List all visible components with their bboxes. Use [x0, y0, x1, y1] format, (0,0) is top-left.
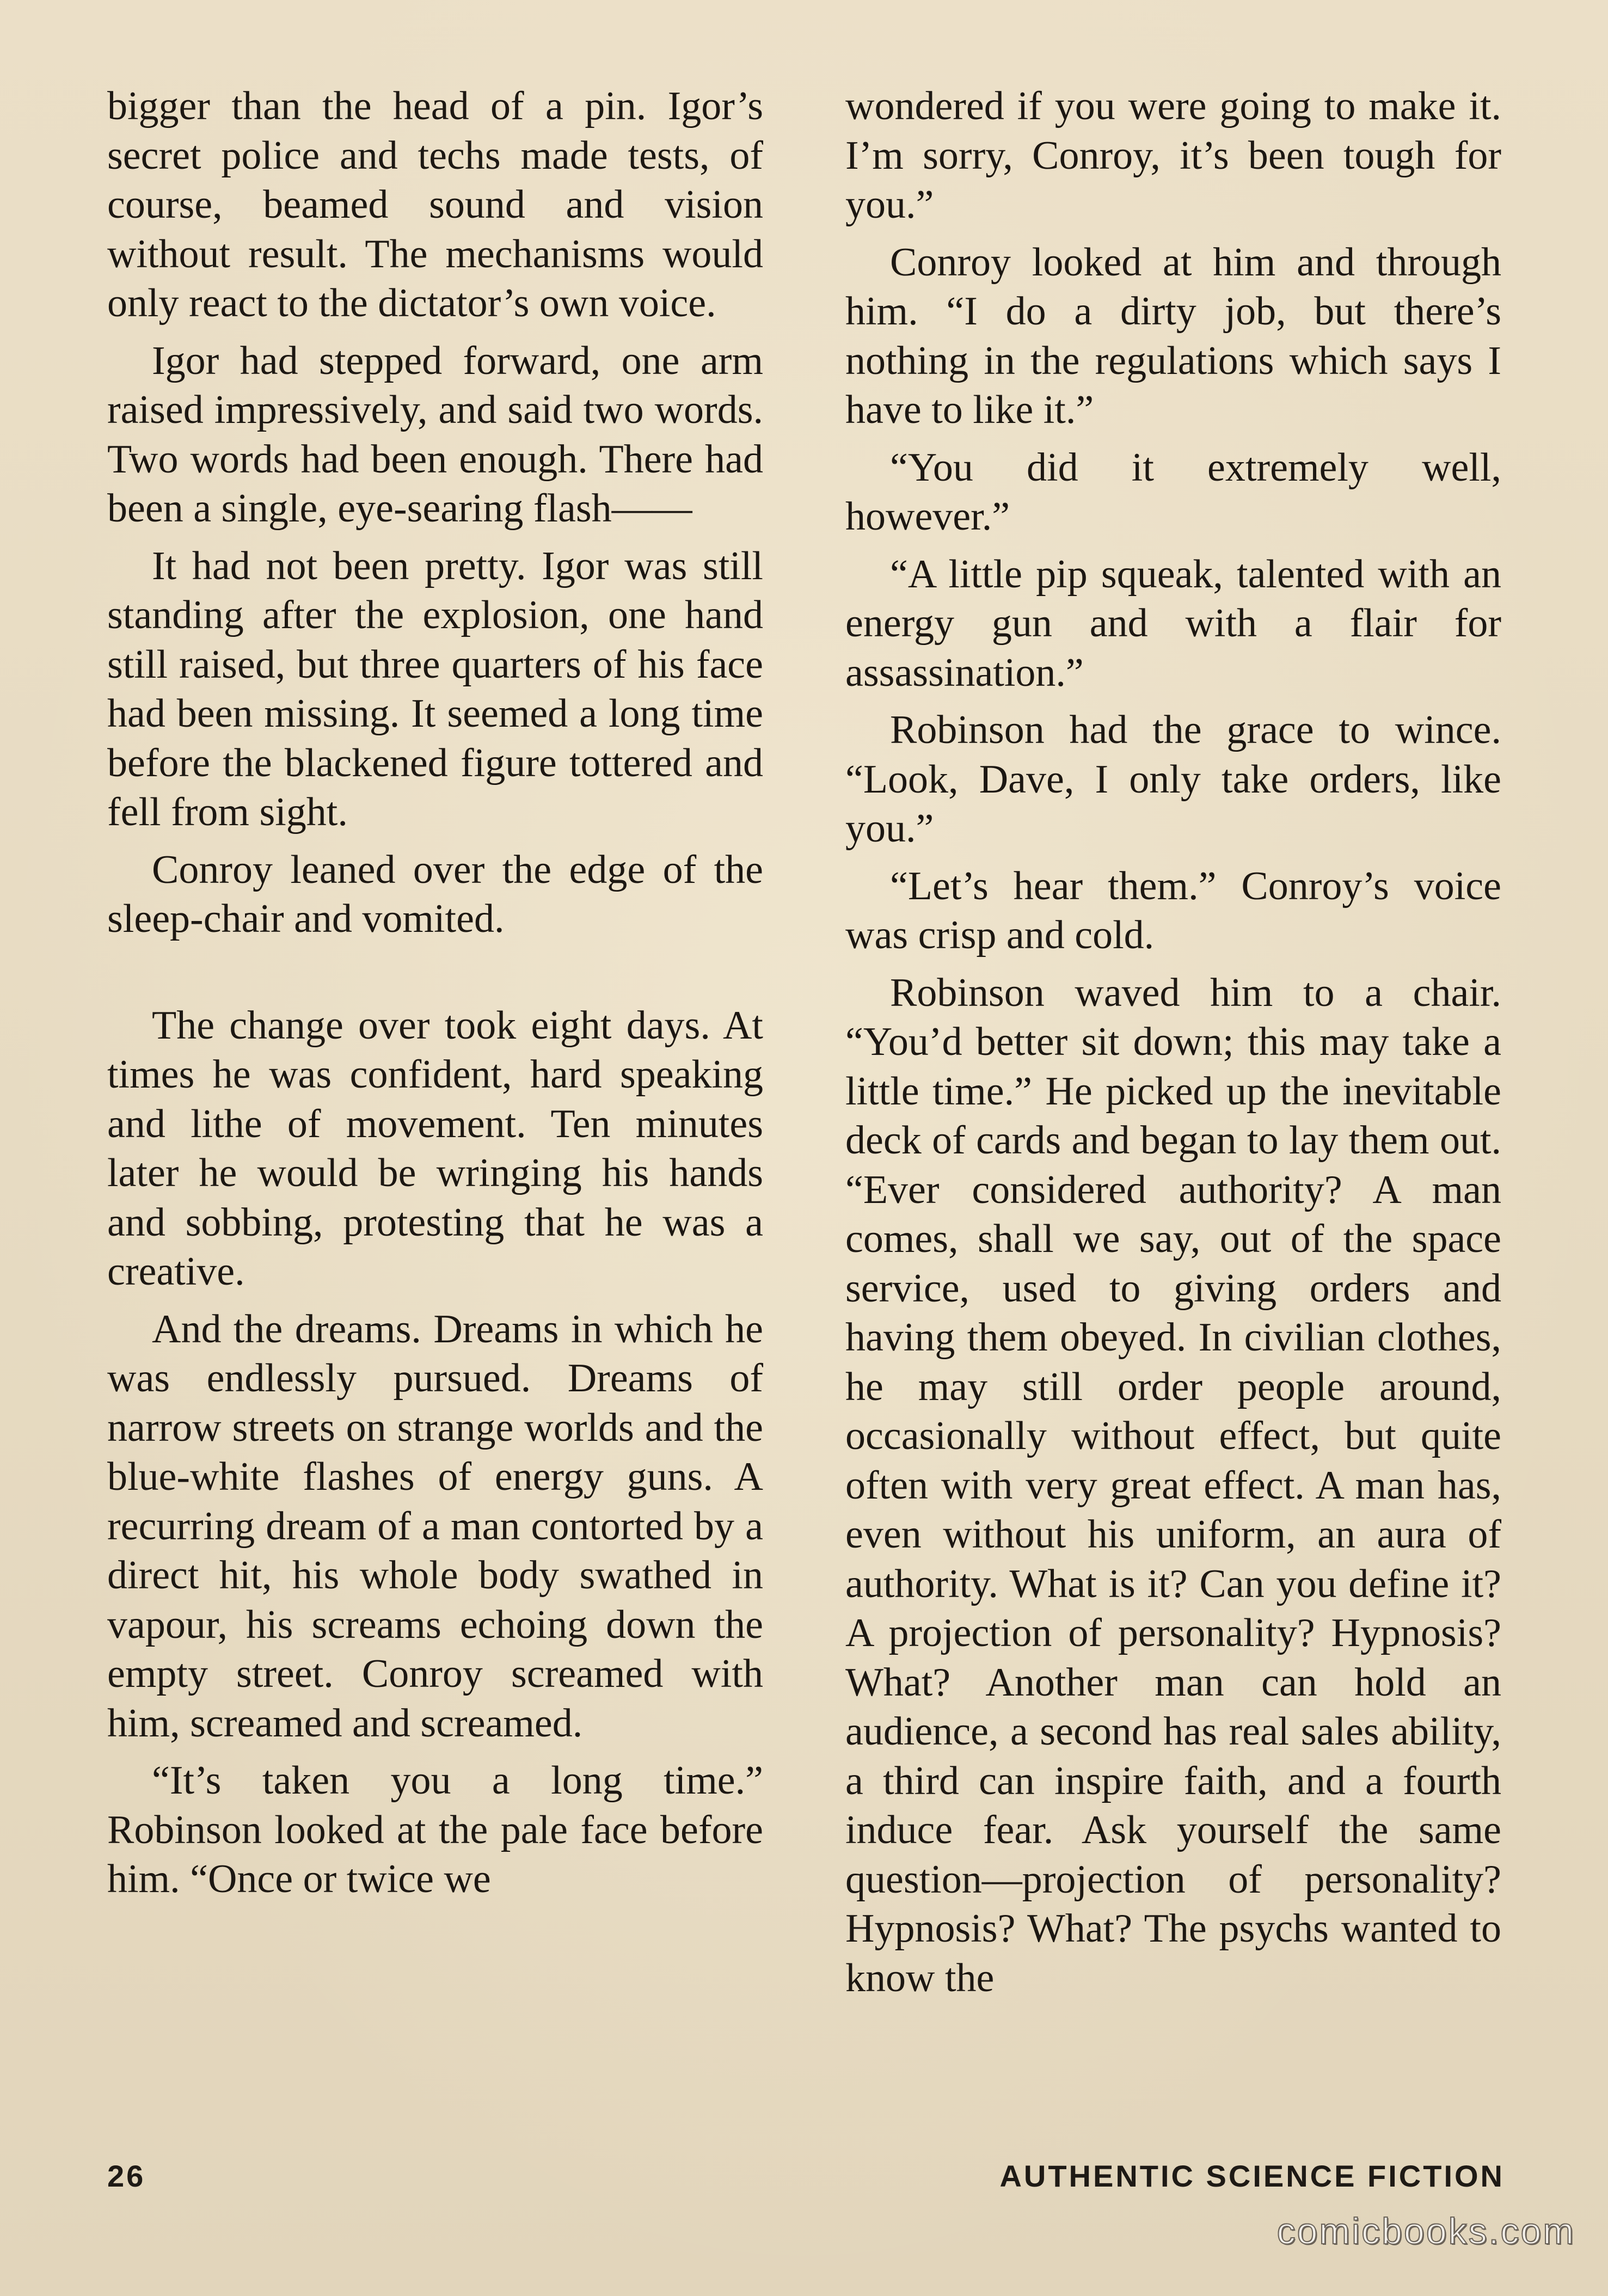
running-footer-title: AUTHENTIC SCIENCE FICTION: [999, 2159, 1505, 2193]
paragraph: The change over took eight days. At times he was confident, hard speaking and lithe of movement. Ten minutes later he would be wringing his hands and sobbing, protesting that he was a creative.: [107, 1003, 763, 1294]
paragraph: bigger than the head of a pin. Igor’s secret police and techs made tests, of course, beamed sound and vision without result. The mechanisms would only react to the dictator’s own voice.: [107, 84, 763, 326]
site-watermark: comicbooks.com: [1276, 2211, 1575, 2252]
page-number: 26: [107, 2159, 146, 2193]
paragraph: Robinson had the grace to wince. “Look, Dave, I only take orders, like you.”: [845, 708, 1501, 851]
paragraph: Conroy looked at him and through him. “I do a dirty job, but there’s nothing in the regulations which says I have to like it.”: [845, 240, 1501, 432]
paragraph: Igor had stepped forward, one arm raised impressively, and said two words. Two words had been enough. There had been a single, eye-searing flash——: [107, 338, 763, 531]
left-text-column: [107, 82, 763, 1912]
right-text-column: [845, 82, 1501, 2011]
paragraph: It had not been pretty. Igor was still standing after the explosion, one hand still raised, but three quarters of his face had been missing. It seemed a long time before the blackened figure tottered and fell from sight.: [107, 543, 763, 834]
paragraph: “Let’s hear them.” Conroy’s voice was crisp and cold.: [845, 863, 1501, 957]
paragraph: Conroy leaned over the edge of the sleep-chair and vomited.: [107, 847, 763, 941]
paragraph: And the dreams. Dreams in which he was endlessly pursued. Dreams of narrow streets on strange worlds and the blue-white flashes of energy guns. A recurring dream of a man contorted by a direct hit, his whole body swathed in vapour, his screams echoing down the empty street. Conroy screamed with him, screamed and screamed.: [107, 1306, 763, 1746]
section-break: [107, 952, 763, 1001]
paragraph: “You did it extremely well, however.”: [845, 445, 1501, 539]
paragraph: “It’s taken you a long time.” Robinson looked at the pale face before him. “Once or twice we: [107, 1758, 763, 1901]
paragraph: “A little pip squeak, talented with an energy gun and with a flair for assassination.”: [845, 551, 1501, 695]
paragraph: Robinson waved him to a chair. “You’d better sit down; this may take a little time.” He picked up the inevitable deck of cards and began to lay them out. “Ever considered authority? A man comes, shall we say, out of the space service, used to giving orders and having them obeyed. In civilian clothes, he may still order people around, occasionally without effect, but quite often with very great effect. A man has, even without his uniform, an aura of authority. What is it? Can you define it? A projection of personality? Hypnosis? What? Another man can hold an audience, a second has real sales ability, a third can inspire faith, and a fourth induce fear. Ask yourself the same question—projection of personality? Hypnosis? What? The psychs wanted to know the: [845, 970, 1501, 2000]
paragraph: wondered if you were going to make it. I’m sorry, Conroy, it’s been tough for you.”: [845, 84, 1501, 227]
